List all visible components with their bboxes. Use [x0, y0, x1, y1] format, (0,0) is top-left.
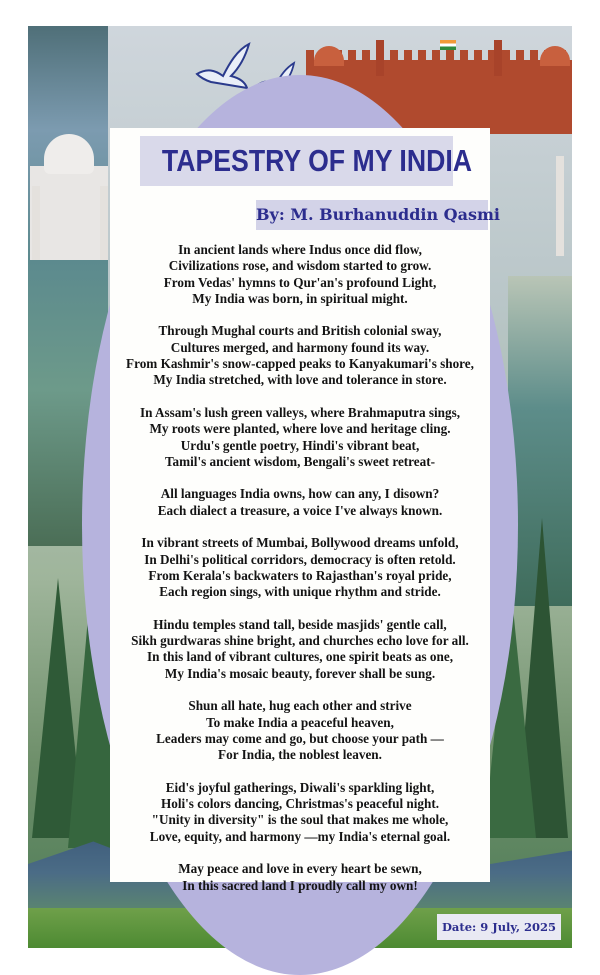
poem-title: TAPESTRY OF MY INDIA: [161, 143, 472, 178]
poem-line: Tamil's ancient wisdom, Bengali's sweet retreat-: [164, 453, 436, 469]
stanza: [110, 242, 490, 307]
poem-line: In this sacred land I proudly call my own!: [182, 877, 418, 893]
poem-date: Date: 9 July, 2025: [441, 920, 557, 934]
stanza: [110, 780, 490, 845]
stanza: [110, 617, 490, 682]
poem-line: In ancient lands where Indus once did flow,: [178, 242, 422, 257]
poem-line: In Assam's lush green valleys, where Brahmaputra sings,: [139, 404, 461, 420]
poem-line: Shun all hate, hug each other and strive: [188, 698, 412, 714]
poem-line: For India, the noblest leaven.: [218, 747, 382, 763]
poem-line: May peace and love in every heart be sewn,: [178, 861, 422, 877]
poem-line: From Kerala's backwaters to Rajasthan's royal pride,: [148, 567, 452, 583]
poem-line: My India was born, in spiritual might.: [192, 290, 408, 306]
poem-line: Hindu temples stand tall, beside masjids' gentle call,: [153, 616, 447, 632]
poem-line: From Kashmir's snow-capped peaks to Kanyakumari's shore,: [126, 356, 474, 372]
poem-line: Holi's colors dancing, Christmas's peaceful night.: [160, 796, 440, 812]
poem-line: My India stretched, with love and tolerance in store.: [153, 372, 447, 388]
poem-line: In this land of vibrant cultures, one spirit beats as one,: [146, 649, 454, 665]
minaret: [100, 186, 108, 260]
poem-line: Each dialect a treasure, a voice I've always known.: [157, 502, 443, 518]
poem-line: Love, equity, and harmony —my India's eternal goal.: [149, 828, 451, 844]
poem-line: Through Mughal courts and British colonial sway,: [158, 323, 442, 339]
poem-line: Urdu's gentle poetry, Hindi's vibrant beat,: [180, 437, 420, 453]
fort-dome: [540, 46, 570, 66]
dove-icon: [193, 40, 255, 92]
minaret: [556, 156, 564, 256]
poem-author: By: M. Burhanuddin Qasmi: [256, 205, 500, 224]
poem-line: To make India a peaceful heaven,: [206, 714, 394, 730]
poem-line: Eid's joyful gatherings, Diwali's sparkling light,: [165, 779, 435, 795]
poem-line: From Vedas' hymns to Qur'an's profound Light,: [163, 274, 437, 290]
minaret: [32, 186, 40, 260]
poem-line: My roots were planted, where love and heritage cling.: [149, 421, 451, 437]
poem-line: All languages India owns, how can any, I disown?: [160, 486, 440, 502]
stanza: [110, 861, 490, 894]
taj-mahal-image: [30, 166, 108, 260]
poem-line: "Unity in diversity" is the soul that makes me whole,: [151, 812, 449, 828]
fort-tower: [376, 40, 384, 76]
flag-icon: [440, 40, 456, 50]
fort-dome: [314, 46, 344, 66]
stanza: [110, 698, 490, 763]
poem-line: Each region sings, with unique rhythm and stride.: [159, 584, 441, 600]
poem-line: Civilizations rose, and wisdom started to grow.: [168, 258, 432, 274]
poem-line: Cultures merged, and harmony found its way.: [170, 339, 430, 355]
poem-line: Leaders may come and go, but choose your path —: [156, 730, 444, 746]
poem-line: My India's mosaic beauty, forever shall be sung.: [164, 665, 436, 681]
poem-body: [110, 242, 490, 910]
stanza: [110, 323, 490, 388]
fort-tower: [494, 40, 502, 76]
stanza: [110, 405, 490, 470]
poem-line: Sikh gurdwaras shine bright, and churches echo love for all.: [131, 633, 469, 649]
poem-line: In Delhi's political corridors, democracy is often retold.: [144, 551, 456, 567]
poem-line: In vibrant streets of Mumbai, Bollywood dreams unfold,: [141, 535, 459, 551]
stanza: [110, 535, 490, 600]
stanza: [110, 486, 490, 519]
